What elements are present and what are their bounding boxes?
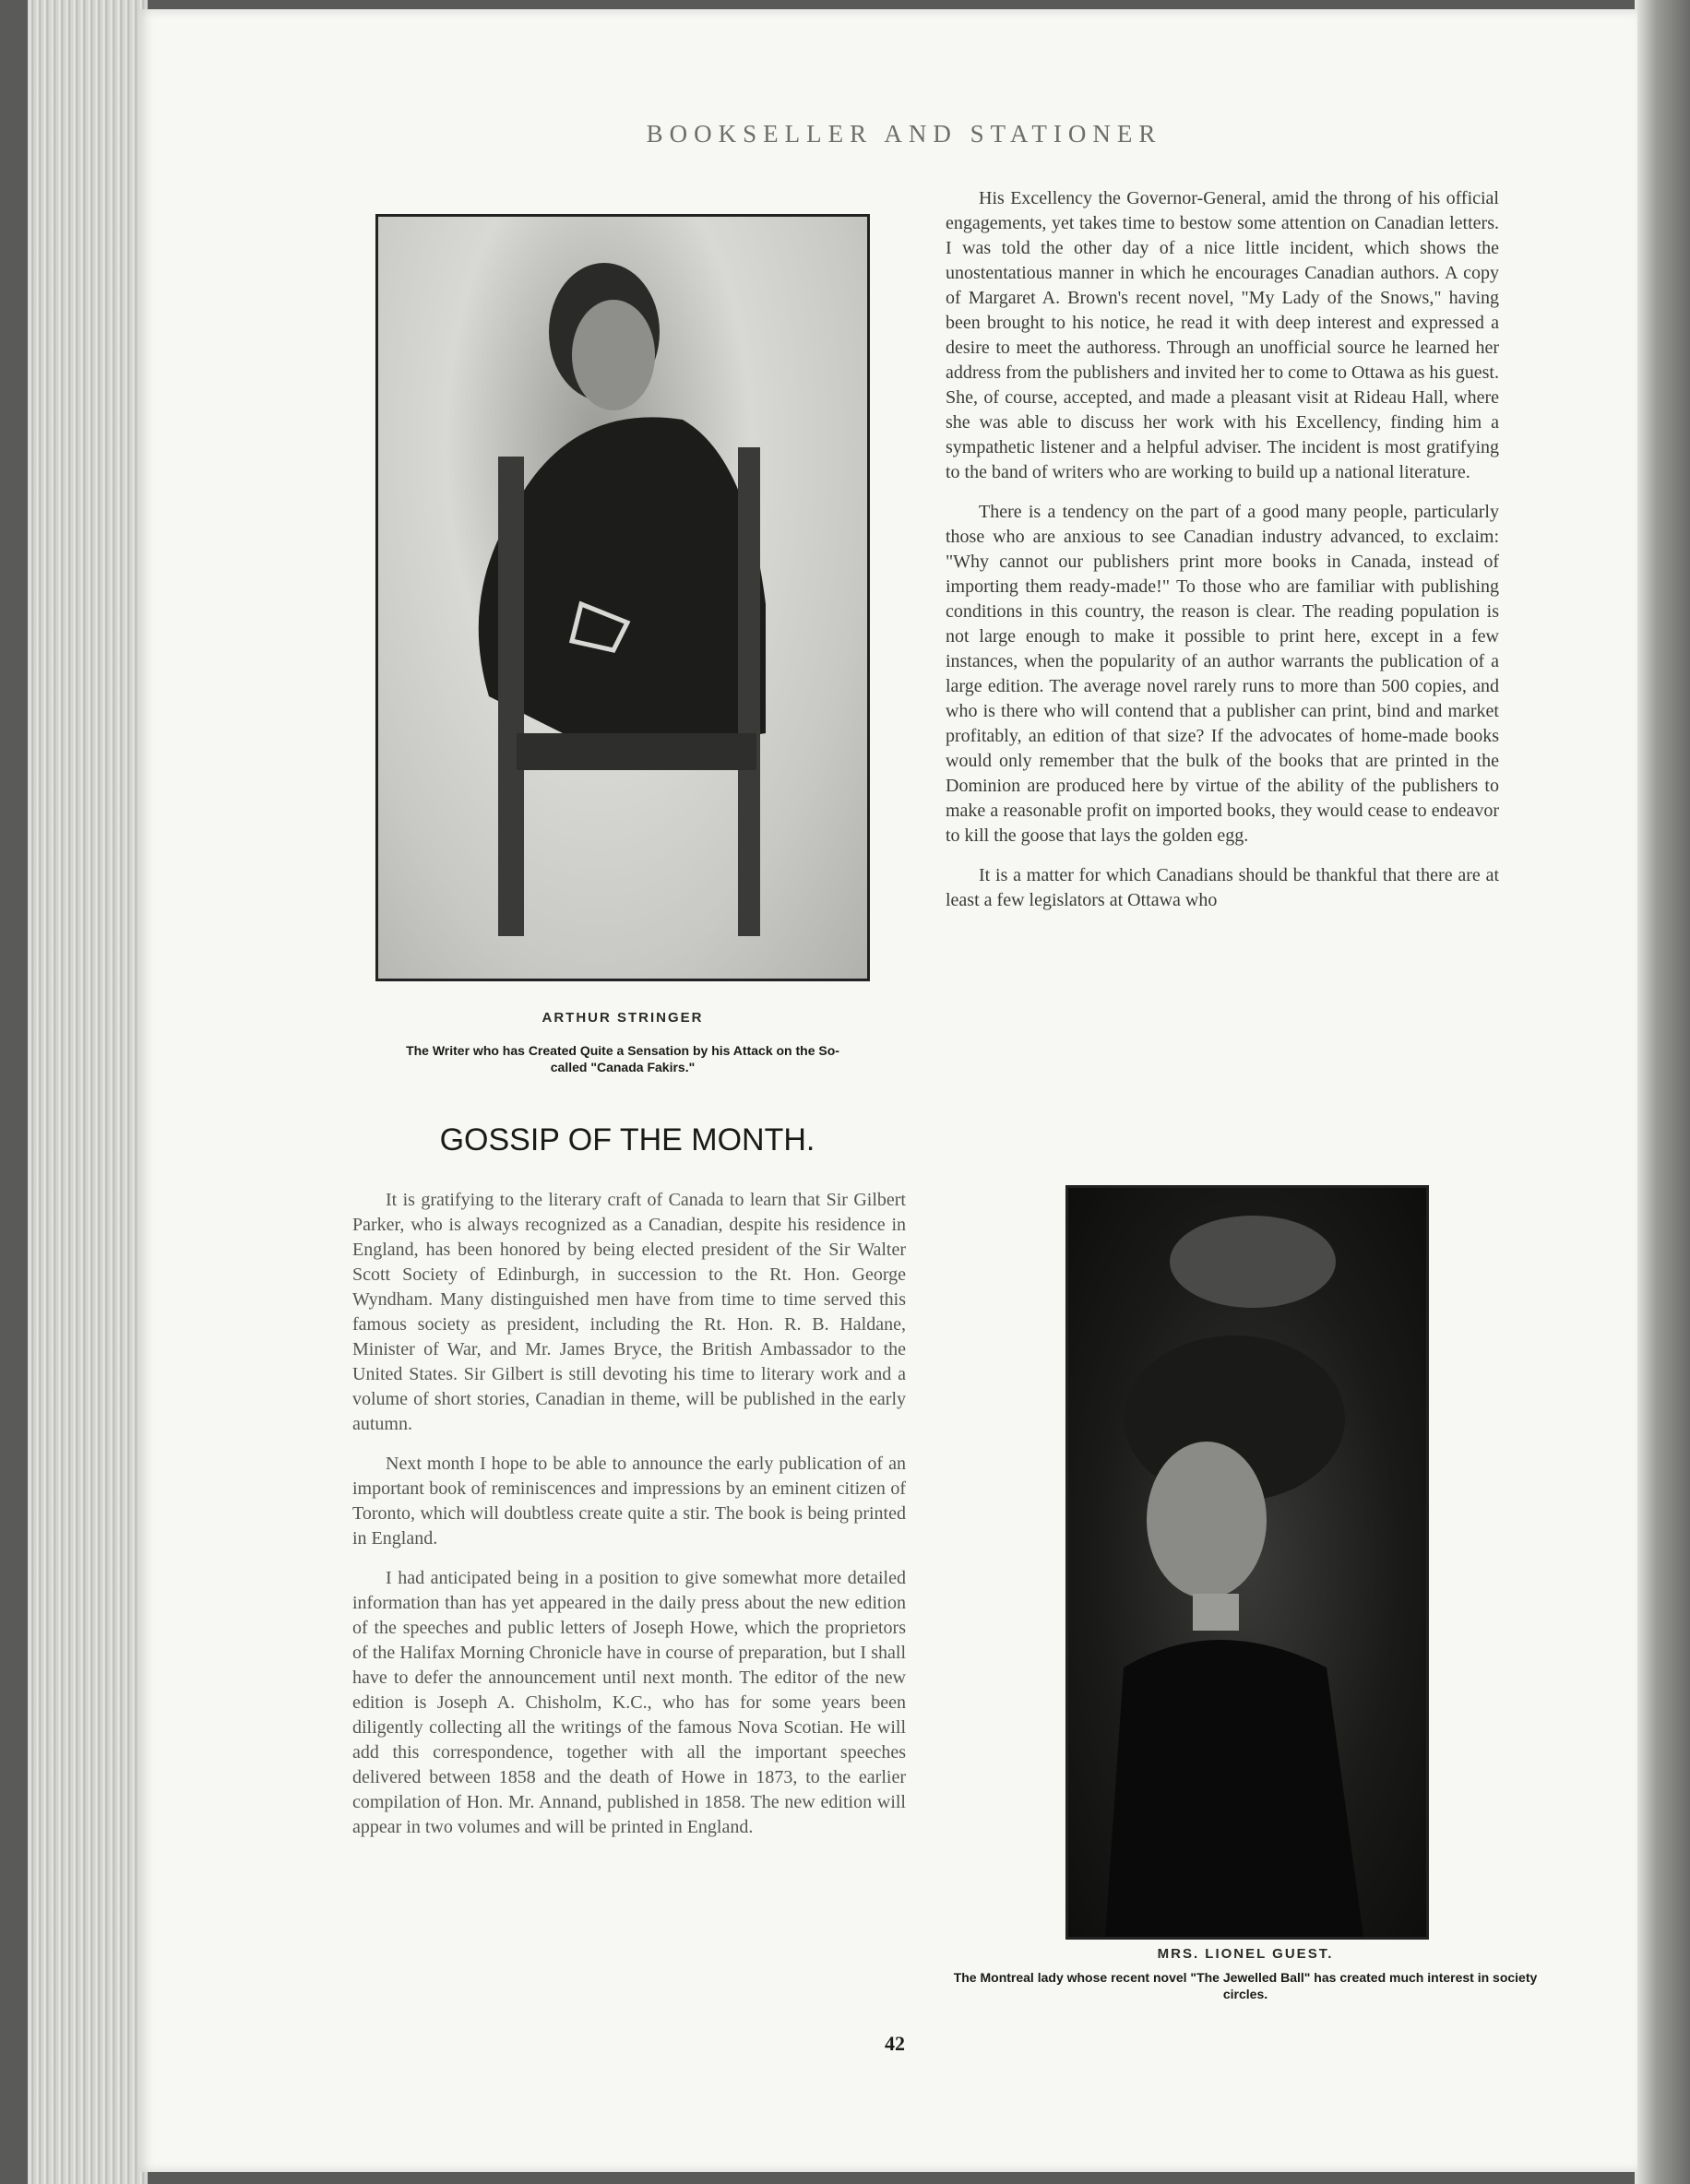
portrait-illustration [378, 217, 867, 979]
caption-name: MRS. LIONEL GUEST. [1157, 1946, 1334, 1962]
paragraph: There is a tendency on the part of a good many people, particularly those who are anxious to see Canadian industry advanced, to exclaim: "Why cannot our publishers print more books in Canada, instead of importing them ready-made!" To those who are familiar with publishing conditions in this country, the reason is clear. The reading population is not large enough to make it possible to print here, except in a few instances, when the popularity of an author warrants the publication of a large edition. The average novel rarely runs to more than 500 copies, and who is there who will contend that a publisher can print, bind and market profitably, an edition of that size? If the advocates of home-made books would only remember that the bulk of the books that are printed in the Dominion are produced here by virtue of the ability of the publishers to make a reasonable profit on imported books, they would cease to endeavor to kill the goose that lays the golden egg. [946, 502, 1499, 846]
portrait-arthur-stringer [375, 214, 870, 981]
book-page-edges [28, 0, 148, 2184]
portrait-illustration [1068, 1188, 1426, 1937]
caption-description: The Montreal lady whose recent novel "The Jewelled Ball" has created much interest in society circles. [953, 1970, 1538, 2001]
paragraph: His Excellency the Governor-General, amid the throng of his official engagements, yet takes time to bestow some attention on Canadian letters. I was told the other day of a nice little incident, which shows the unostentatious manner in which he encourages Canadian authors. A copy of Margaret A. Brown's recent novel, "My Lady of the Snows," having been brought to his notice, he read it with deep interest and expressed a desire to meet the authoress. Through an unofficial source he learned her address from the publishers and invited her to come to Ottawa as his guest. She, of course, accepted, and made a pleasant visit at Rideau Hall, where she was able to discuss her work with his Excellency, finding him a sympathetic listener and a helpful adviser. The incident is most gratifying to the band of writers who are working to build up a national literature. [946, 188, 1499, 482]
caption-description: The Writer who has Created Quite a Sensation by his Attack on the So-called "Canada Fakirs." [406, 1043, 839, 1074]
article-column-left [352, 1188, 906, 1855]
page-number: 42 [885, 2032, 905, 2055]
running-head: BOOKSELLER AND STATIONER [646, 120, 1162, 148]
caption-stringer [406, 1010, 839, 1075]
article-title: GOSSIP OF THE MONTH. [439, 1122, 815, 1157]
paragraph: It is gratifying to the literary craft of Canada to learn that Sir Gilbert Parker, who is always recognized as a Canadian, despite his residence in England, has been honored by being elected president of the Sir Walter Scott Society of Edinburgh, in succession to the Rt. Hon. George Wyndham. Many distinguished men have from time to time served this famous society as president, including the Rt. Hon. R. B. Haldane, Minister of War, and Mr. James Bryce, the British Ambassador to the United States. Sir Gilbert is still devoting his time to literary work and a volume of short stories, Canadian in theme, will be published in the early autumn. [352, 1190, 906, 1434]
paragraph: I had anticipated being in a position to give somewhat more detailed information than has yet appeared in the daily press about the new edition of the speeches and public letters of Joseph Howe, which the proprietors of the Halifax Morning Chronicle have in course of preparation, but I shall have to defer the announcement until next month. The editor of the new edition is Joseph A. Chisholm, K.C., who has for some years been diligently collecting all the writings of the famous Nova Scotian. He will add this correspondence, together with all the important speeches delivered between 1858 and the death of Howe in 1873, to the earlier compilation of Hon. Mr. Annand, published in 1858. The new edition will appear in two volumes and will be printed in England. [352, 1568, 906, 1837]
paragraph: Next month I hope to be able to announce the early publication of an important book of reminiscences and impressions by an eminent citizen of Toronto, which will doubtless create quite a stir. The book is being printed in England. [352, 1454, 906, 1549]
caption-name: ARTHUR STRINGER [542, 1010, 704, 1026]
book-spine-edge [1635, 0, 1690, 2184]
caption-guest [932, 1946, 1559, 2002]
article-column-right [946, 186, 1499, 928]
paragraph: It is a matter for which Canadians should be thankful that there are at least a few legislators at Ottawa who [946, 865, 1499, 910]
magazine-page [138, 9, 1637, 2172]
portrait-mrs-lionel-guest [1065, 1185, 1429, 1940]
